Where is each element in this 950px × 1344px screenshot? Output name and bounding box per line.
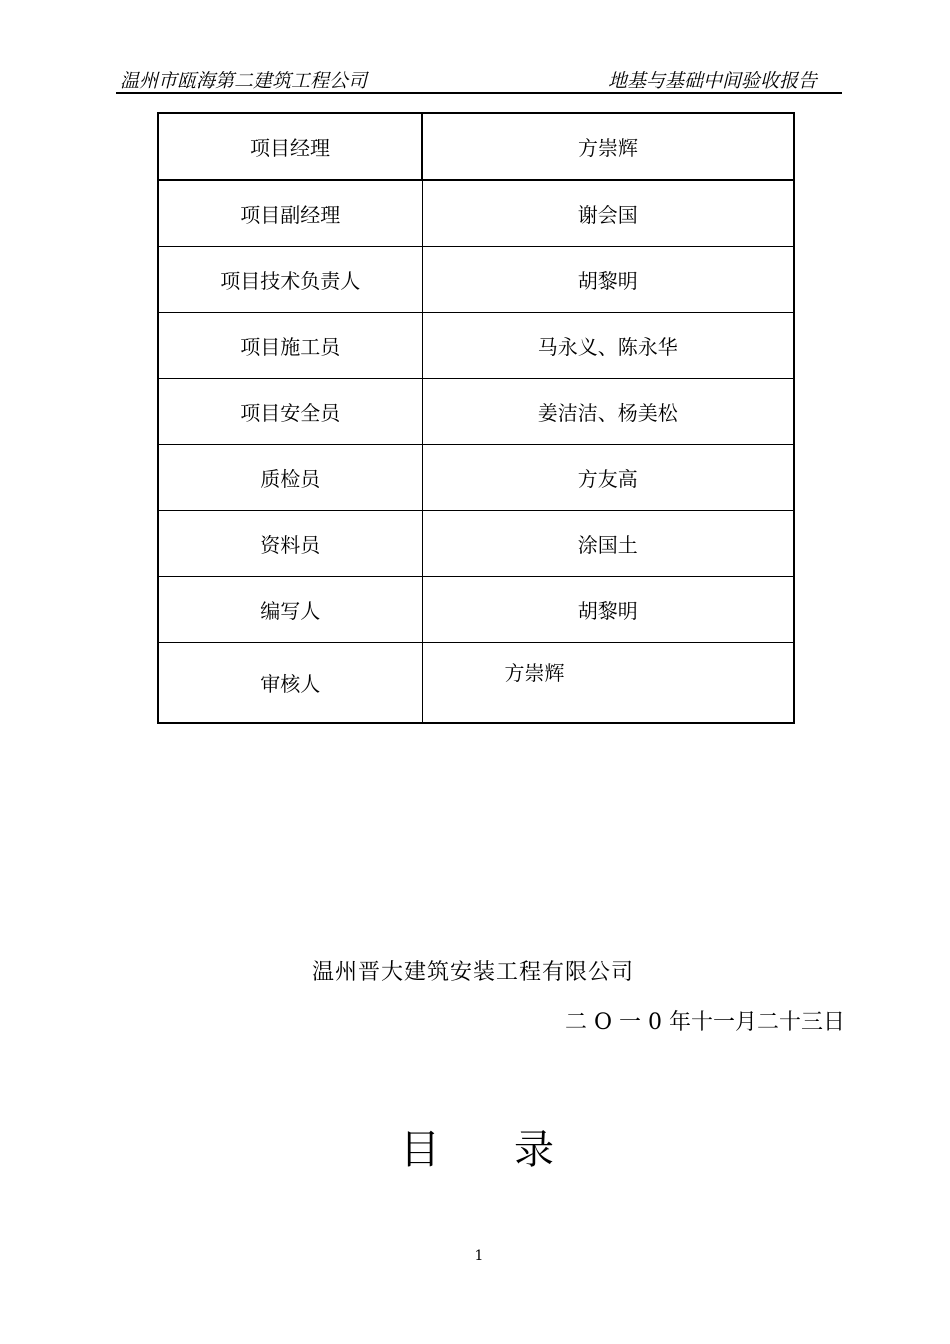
role-cell: 资料员 — [158, 511, 422, 577]
role-cell: 审核人 — [158, 643, 422, 724]
table-row — [158, 113, 794, 180]
role-cell: 项目安全员 — [158, 379, 422, 445]
header-company: 温州市瓯海第二建筑工程公司 — [120, 70, 368, 92]
name-cell: 方崇辉 — [422, 643, 794, 724]
name-cell: 涂国土 — [422, 511, 794, 577]
header-divider — [116, 92, 842, 94]
table-row — [158, 511, 794, 577]
company-name: 温州晋大建筑安装工程有限公司 — [312, 960, 635, 985]
role-cell: 项目施工员 — [158, 313, 422, 379]
role-cell: 质检员 — [158, 445, 422, 511]
report-date: 二 O 一 0 年十一月二十三日 — [565, 1010, 846, 1035]
table-row — [158, 313, 794, 379]
header-report-title: 地基与基础中间验收报告 — [608, 70, 818, 92]
role-cell: 项目技术负责人 — [158, 247, 422, 313]
name-cell: 方友高 — [422, 445, 794, 511]
toc-title: 目录 — [400, 1127, 628, 1173]
table-row — [158, 247, 794, 313]
name-cell: 胡黎明 — [422, 247, 794, 313]
name-cell: 胡黎明 — [422, 577, 794, 643]
project-staff-table — [157, 112, 795, 724]
name-cell: 谢会国 — [422, 180, 794, 247]
table-row — [158, 577, 794, 643]
role-cell: 编写人 — [158, 577, 422, 643]
name-cell: 姜洁洁、杨美松 — [422, 379, 794, 445]
name-cell: 马永义、陈永华 — [422, 313, 794, 379]
page-number: 1 — [474, 1248, 484, 1264]
table-row — [158, 379, 794, 445]
role-cell: 项目经理 — [158, 113, 422, 180]
table-row — [158, 643, 794, 724]
table-row — [158, 180, 794, 247]
name-cell: 方崇辉 — [422, 113, 794, 180]
role-cell: 项目副经理 — [158, 180, 422, 247]
table-row — [158, 445, 794, 511]
